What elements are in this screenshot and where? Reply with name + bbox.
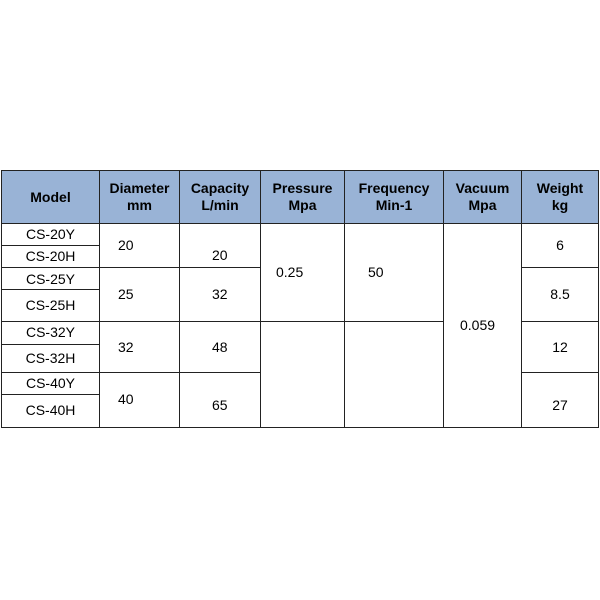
header-row — [2, 171, 599, 224]
model-cell: CS-40Y — [2, 372, 100, 394]
capacity-cell: 20 — [180, 224, 261, 268]
diameter-cell: 25 — [100, 268, 180, 322]
header-weight: Weight kg — [522, 171, 599, 224]
frequency-cell: 50 — [345, 224, 444, 322]
pressure-cell: 0.25 — [261, 224, 345, 322]
weight-cell: 6 — [522, 224, 599, 268]
model-cell: CS-32Y — [2, 322, 100, 344]
header-diameter: Diameter mm — [100, 171, 180, 224]
model-cell: CS-32H — [2, 344, 100, 372]
vacuum-cell: 0.059 — [444, 224, 522, 428]
empty-cell — [261, 322, 345, 428]
model-cell: CS-25H — [2, 290, 100, 322]
weight-cell: 8.5 — [522, 268, 599, 322]
header-pressure: Pressure Mpa — [261, 171, 345, 224]
weight-cell: 27 — [522, 372, 599, 427]
empty-cell — [345, 322, 444, 428]
capacity-cell: 48 — [180, 322, 261, 372]
model-cell: CS-25Y — [2, 268, 100, 290]
header-vacuum: Vacuum Mpa — [444, 171, 522, 224]
capacity-cell: 32 — [180, 268, 261, 322]
header-capacity: Capacity L/min — [180, 171, 261, 224]
spec-table — [1, 170, 599, 428]
model-cell: CS-40H — [2, 394, 100, 427]
model-cell: CS-20H — [2, 246, 100, 268]
header-model: Model — [2, 171, 100, 224]
diameter-cell: 20 — [100, 224, 180, 268]
diameter-cell: 40 — [100, 372, 180, 427]
weight-cell: 12 — [522, 322, 599, 372]
capacity-cell: 65 — [180, 372, 261, 427]
table-row — [2, 224, 599, 246]
diameter-cell: 32 — [100, 322, 180, 372]
model-cell: CS-20Y — [2, 224, 100, 246]
header-frequency: Frequency Min-1 — [345, 171, 444, 224]
